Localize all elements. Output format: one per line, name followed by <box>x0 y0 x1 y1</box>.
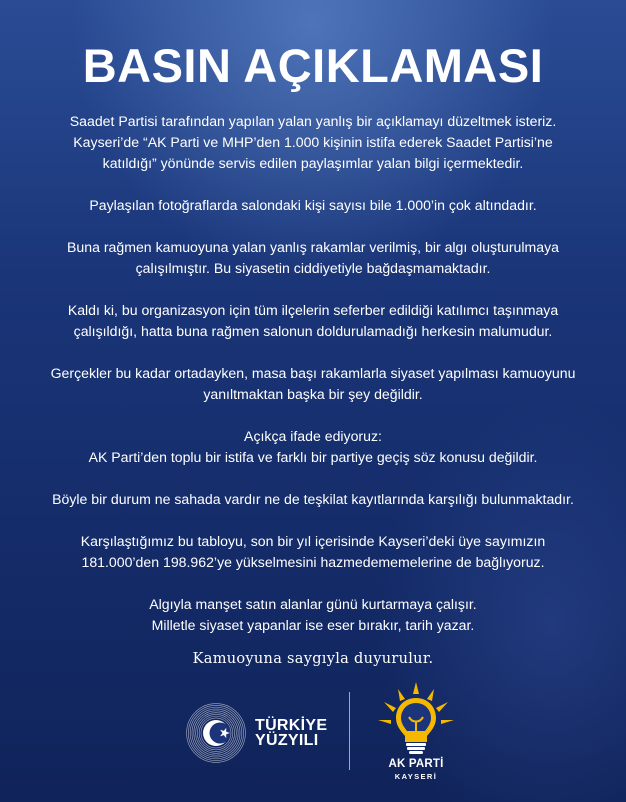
wordmark-line: TÜRKİYE <box>255 717 328 734</box>
paragraph-line: Açıkça ifade ediyoruz: <box>244 428 382 444</box>
ak-parti-logo <box>366 680 466 784</box>
wordmark-line: YÜZYILI <box>255 732 319 749</box>
logo-divider <box>349 692 350 770</box>
paragraph-line: Saadet Partisi tarafından yapılan yalan yanlış bir açıklamayı düzeltmek isteriz. <box>69 113 557 129</box>
paragraph <box>22 195 604 216</box>
turkiye-yuzyili-logo <box>185 702 335 764</box>
paragraph-line: Gerçekler bu kadar ortadayken, masa başı rakamlarla siyaset yapılması kamuoyunu <box>50 365 576 381</box>
crescent-star-icon <box>185 702 249 764</box>
ak-parti-city: KAYSERİ <box>394 772 438 781</box>
paragraph-line: Karşılaştığımız bu tabloyu, son bir yıl içerisinde Kayseri’deki üye sayımızın <box>80 533 546 549</box>
paragraph-line: Kaldı ki, bu organizasyon için tüm ilçelerin seferber edildiği katılımcı taşınmaya <box>67 302 559 318</box>
paragraph-line: çalışılmıştır. Bu siyasetin ciddiyetiyle bağdaşmamaktadır. <box>135 260 491 276</box>
paragraph <box>22 531 604 573</box>
paragraph <box>22 300 604 342</box>
paragraph-line: Algıyla manşet satın alanlar günü kurtarmaya çalışır. <box>149 596 477 612</box>
turkiye-yuzyili-wordmark <box>255 718 327 748</box>
light-bulb-icon <box>374 680 458 760</box>
paragraph <box>22 489 604 510</box>
paragraph <box>22 363 604 405</box>
paragraph-line: çalışıldığı, hatta buna rağmen salonun doldurulamadığı herkesin malumudur. <box>73 323 553 339</box>
paragraph <box>22 594 604 636</box>
paragraph-line: katıldığı” yönünde servis edilen paylaşımlar yalan bilgi içermektedir. <box>102 155 524 171</box>
paragraph-line: Kayseri’de “AK Parti ve MHP’den 1.000 kişinin istifa ederek Saadet Partisi’ne <box>73 134 553 150</box>
paragraph-line: 181.000’den 198.962’ye yükselmesini hazmedememelerine de bağlıyoruz. <box>81 554 545 570</box>
paragraph <box>22 426 604 468</box>
paragraph <box>22 237 604 279</box>
paragraph <box>22 111 604 174</box>
paragraph-line: yanıltmaktan başka bir şey değildir. <box>203 386 423 402</box>
paragraph-line: Böyle bir durum ne sahada vardır ne de teşkilat kayıtlarında karşılığı bulunmaktadır. <box>52 491 574 507</box>
closing-line: Kamuoyuna saygıyla duyurulur. <box>192 651 434 667</box>
paragraph-line: Buna rağmen kamuoyuna yalan yanlış rakamlar verilmiş, bir algı oluşturulmaya <box>67 239 559 255</box>
paragraph-line: Milletle siyaset yapanlar ise eser bırakır, tarih yazar. <box>151 617 475 633</box>
ak-parti-name: AK PARTİ <box>388 758 444 770</box>
paragraph-line: AK Parti’den toplu bir istifa ve farklı bir partiye geçiş söz konusu değildir. <box>88 449 538 465</box>
paragraph-line: Paylaşılan fotoğraflarda salondaki kişi sayısı bile 1.000’in çok altındadır. <box>89 197 537 213</box>
statement-body <box>22 111 604 636</box>
page-title: BASIN AÇIKLAMASI <box>82 39 544 92</box>
